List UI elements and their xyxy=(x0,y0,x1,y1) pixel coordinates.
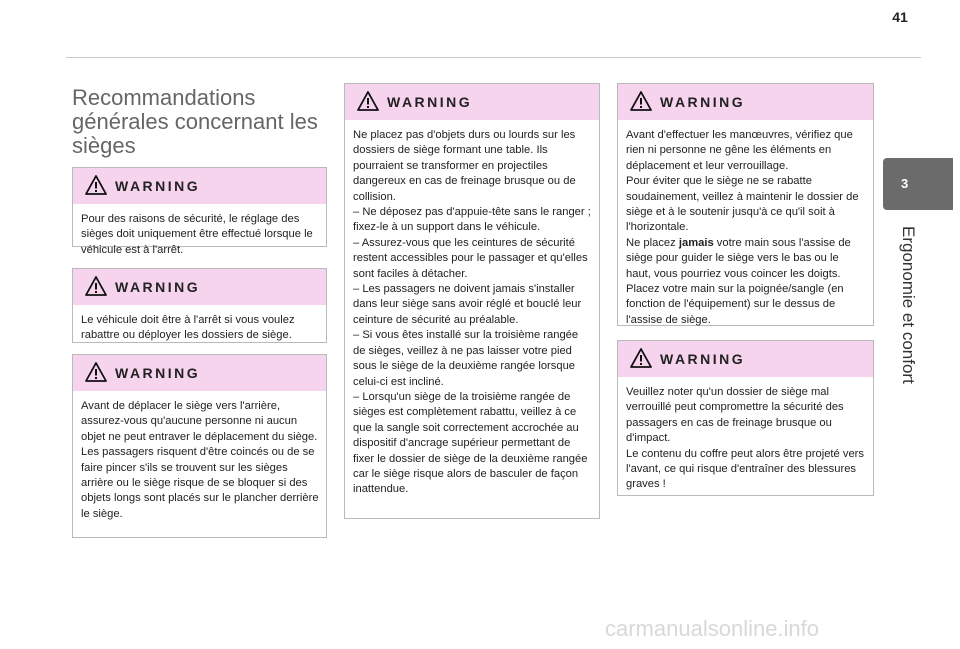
warning-box xyxy=(72,167,327,256)
warning-triangle-icon xyxy=(85,362,107,382)
warning-triangle-icon xyxy=(357,91,379,111)
warning-label: WARNING xyxy=(115,178,201,194)
warning-header xyxy=(73,269,326,305)
warning-header xyxy=(73,355,326,391)
warning-triangle-icon xyxy=(630,91,652,111)
warning-text: Ne placez pas d'objets durs ou lourds sur les dossiers de siège formant une table. Ils pourraient se transformer en projectiles dangereux en cas de freinage brusque ou de collision. – Ne déposez pas d'appuie-tête sans le ranger ; fixez-le à un support dans le véhicule. – Assurez-vous que les ceintures de sécurité restent accessibles pour le passager et qu'elles sont faciles à détacher. – Les passagers ne doivent jamais s'installer dans leur siège sans avoir réglé et bouclé leur ceinture de sécurité au préalable. – Si vous êtes installé sur la troisième rangée de sièges, veillez à ne pas laisser votre pied sous le siège de la deuxième rangée lorsque celui-ci est incliné. – Lorsqu'un siège de la troisième rangée de sièges est complètement rabattu, veillez à ce que la sangle soit correctement accrochée au dispositif d'ancrage supérieur permettant de fixer le dossier de siège de la deuxième rangée car le siège risque alors de basculer de façon inattendue. xyxy=(353,129,591,496)
warning-text: Pour des raisons de sécurité, le réglage des sièges doit uniquement être effectué lorsque le véhicule est à l'arrêt. xyxy=(81,213,313,256)
header-rule xyxy=(66,57,921,58)
watermark: carmanualsonline.info xyxy=(605,616,820,641)
warning-text-part: Avant d'effectuer les manœuvres, vérifiez que rien ni personne ne gêne les éléments en déplacement et leur verrouillage. Pour éviter que le siège ne se rabatte soudainement, veillez à maintenir le dossier de siège et à le soutenir jusqu'à ce qu'il soit à l'horizontale. Ne placez xyxy=(626,129,859,249)
warning-label: WARNING xyxy=(387,94,473,110)
warning-label: WARNING xyxy=(660,351,746,367)
warning-label: WARNING xyxy=(115,279,201,295)
warning-text: Veuillez noter qu'un dossier de siège mal verrouillé peut compromettre la sécurité des passagers en cas de freinage brusque ou d'impact. Le contenu du coffre peut alors être projeté vers l'avant, ce qui risque d'entraîner des blessures graves ! xyxy=(626,386,864,491)
warning-text-part: votre main sous l'assise de siège pour guider le siège vers le bas ou le haut, vous pourriez vous coincer les doigts. Placez votre main sur la poignée/sangle (en fonction de l'équipement) sur le dessus de l'assise de siège. xyxy=(626,236,851,326)
warning-box xyxy=(617,340,874,496)
warning-label: WARNING xyxy=(115,365,201,381)
warning-box xyxy=(72,354,327,538)
warning-text xyxy=(618,120,873,334)
warning-text: Le véhicule doit être à l'arrêt si vous voulez rabattre ou déployer les dossiers de siège. xyxy=(81,314,295,342)
chapter-title: Ergonomie et confort xyxy=(899,226,918,384)
warning-triangle-icon xyxy=(630,348,652,368)
warning-box xyxy=(344,83,600,519)
warning-emphasis: jamais xyxy=(678,236,714,249)
chapter-tab[interactable] xyxy=(883,158,953,210)
warning-text: Avant de déplacer le siège vers l'arrière, assurez-vous qu'aucune personne ni aucun objet ne peut entraver le déplacement du siège. Les passagers risquent d'être coincés ou de se faire pincer s'ils se trouvent sur les sièges arrière ou le siège risque de se bloquer si des objets longs sont placés sur le plancher derrière le siège. xyxy=(81,400,319,520)
warning-header xyxy=(345,84,599,120)
warning-triangle-icon xyxy=(85,276,107,296)
warning-label: WARNING xyxy=(660,94,746,110)
warning-header xyxy=(73,168,326,204)
page-number: 41 xyxy=(892,9,908,25)
warning-header xyxy=(618,84,873,120)
chapter-title-vertical xyxy=(896,226,918,396)
warning-box xyxy=(72,268,327,343)
warning-triangle-icon xyxy=(85,175,107,195)
chapter-number: 3 xyxy=(901,176,909,191)
section-title: Recommandations générales concernant les sièges xyxy=(72,85,318,158)
warning-box xyxy=(617,83,874,326)
warning-header xyxy=(618,341,873,377)
